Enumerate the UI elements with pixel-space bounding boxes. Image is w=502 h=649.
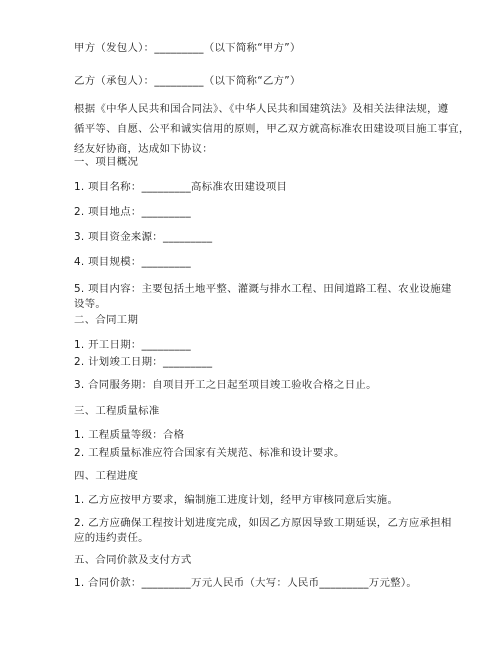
list-item: 1. 项目名称：_________高标准农田建设项目: [74, 181, 288, 193]
section-heading: 一、项目概况: [74, 156, 139, 168]
section-heading: 三、工程质量标准: [74, 405, 160, 417]
preamble-paragraph: [74, 99, 470, 159]
list-item: 1. 合同价款：_________万元人民币（大写：人民币_________万元整）。: [74, 577, 418, 589]
list-item: 1. 乙方应按甲方要求，编制施工进度计划，经甲方审核同意后实施。: [74, 494, 399, 506]
list-item-line: 设等。: [74, 298, 107, 310]
list-item: 2. 计划竣工日期：_________: [74, 356, 213, 368]
party-a-line: 甲方（发包人）：_________（以下简称“甲方”）: [74, 42, 301, 54]
list-item-line: 2. 乙方应确保工程按计划进度完成，如因乙方原因导致工期延误，乙方应承担相: [74, 517, 452, 529]
list-item: 4. 项目规模：_________: [74, 256, 192, 268]
preamble-line: 经友好协商，达成如下协议：: [74, 143, 213, 155]
section-heading: 五、合同价款及支付方式: [74, 554, 192, 566]
list-item: 3. 项目资金来源：_________: [74, 231, 213, 243]
list-item: 1. 工程质量等级：合格: [74, 429, 185, 441]
section-heading: 二、合同工期: [74, 314, 139, 326]
list-item: 3. 合同服务期：自项目开工之日起至项目竣工验收合格之日止。: [74, 379, 377, 391]
party-b-line: 乙方（承包人）：_________（以下简称“乙方”）: [74, 75, 301, 87]
list-item: 2. 工程质量标准应符合国家有关规范、标准和设计要求。: [74, 447, 345, 459]
list-item-line: 5. 项目内容：主要包括土地平整、灌溉与排水工程、田间道路工程、农业设施建: [74, 283, 452, 295]
preamble-line: 根据《中华人民共和国合同法》、《中华人民共和国建筑法》及相关法律法规，遵: [74, 103, 449, 115]
section-heading: 四、工程进度: [74, 470, 139, 482]
list-item: 2. 项目地点：_________: [74, 206, 192, 218]
list-item-line: 应的违约责任。: [74, 532, 149, 544]
preamble-line: 循平等、自愿、公平和诚实信用的原则，甲乙双方就高标准农田建设项目施工事宜，: [74, 123, 470, 135]
list-item: 1. 开工日期：_________: [74, 339, 192, 351]
